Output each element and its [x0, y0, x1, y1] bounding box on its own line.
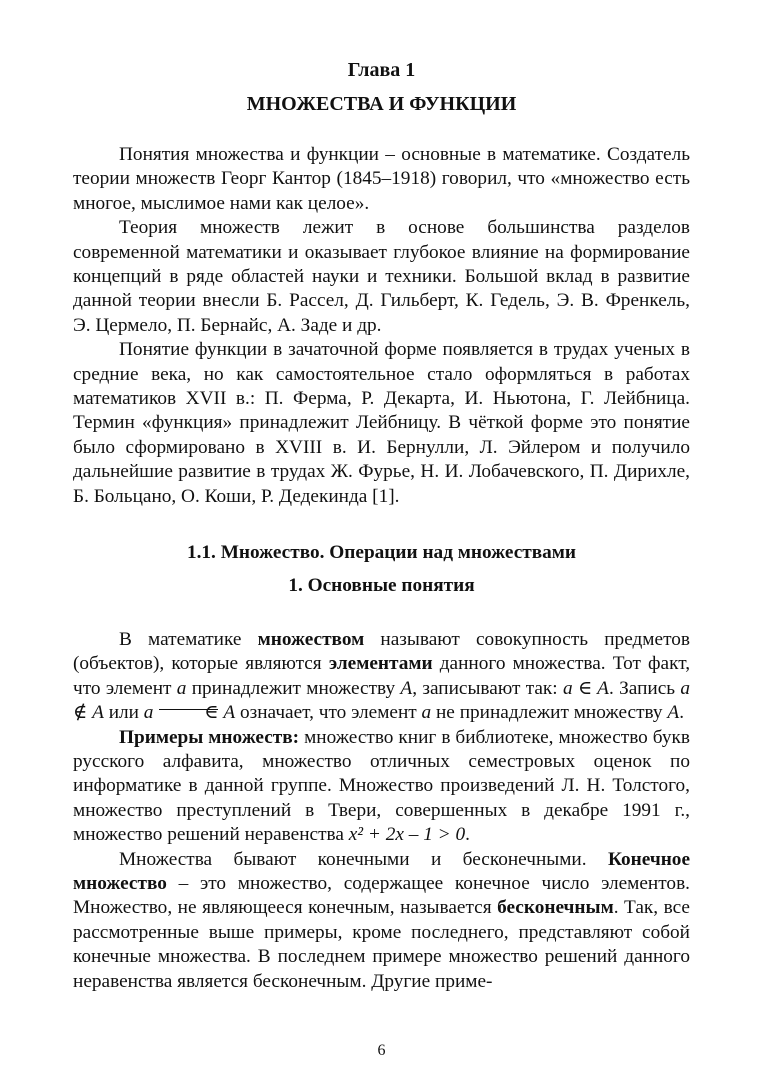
term-set: множеством [257, 628, 365, 650]
page-body [73, 55, 690, 994]
chapter-title: МНОЖЕСТВА И ФУНКЦИИ [246, 93, 517, 115]
term-infinite: бесконечным [497, 897, 614, 919]
intro-paragraph-3: Понятие функции в зачаточной форме появляется в трудах ученых в средние века, но как самостоятельное стало оформляться в работах математиков XVII в.: П. Ферма, Р. Декарта, И. Ньютона, Г. Лейбница. Термин «функция» принадлежит Лейбницу. В чёткой форме это понятие было сформировано в XVIII в. И. Бернулли, Л. Эйлером и получило дальнейшие развитие в трудах Ж. Фурье, Н. И. Лобачевского, П. Дирихле, Б. Больцано, О. Коши, Р. Дедекинда [1]. [73, 339, 690, 507]
paragraph-examples: Примеры множеств: множество книг в библиотеке, множество букв русского алфавита, множество отличных семестровых оценок по информатике в данной группе. Множество произведений Л. Н. Толстого, множество преступлений в Твери, совершенных в декабре 1991 г., множество решений неравенства x² + 2x – 1 > 0. [73, 726, 690, 846]
barred-in-symbol: ∈ [158, 701, 218, 725]
chapter-number: Глава 1 [347, 59, 416, 81]
intro-paragraph-1: Понятия множества и функции – основные в математике. Создатель теории множеств Георг Кантор (1845–1918) говорил, что «множество есть многое, мыслимое нами как целое». [73, 144, 690, 214]
subsection-title: 1. Основные понятия [288, 574, 475, 596]
term-elements: элементами [328, 653, 433, 675]
paragraph-finite-infinite: Множества бывают конечными и бесконечными. Конечное множество – это множество, содержащее конечное число элементов. Множество, не являющееся конечным, называется бесконечным. Так, все рассмотренные выше примеры, кроме последнего, представляют собой конечные множества. В последнем примере множество решений данного неравенства является бесконечным. Другие приме- [73, 848, 690, 992]
page-number: 6 [377, 1042, 386, 1059]
not-in-symbol: ∉ [73, 702, 88, 724]
paragraph-definition: В математике множеством называют совокупность предметов (объектов), которые являются элементами данного множества. Тот факт, что элемент a принадлежит множеству A, записывают так: a ∈ A. Запись a ∉ A или a ∈ A означает, что элемент a не принадлежит множеству A. [73, 628, 690, 726]
intro-paragraph-2: Теория множеств лежит в основе большинства разделов современной математики и оказывает глубокое влияние на формирование концепций в ряде областей науки и техники. Большой вклад в развитие данной теории внесли Б. Рассел, Д. Гильберт, К. Гедель, Э. В. Френкель, Э. Цермело, П. Бернайс, А. Заде и др. [73, 217, 690, 336]
term-examples: Примеры множеств: [119, 726, 300, 748]
formula-membership: a ∈ A [562, 677, 609, 699]
inequality-formula: x² + 2x – 1 > 0 [348, 824, 466, 846]
section-title: 1.1. Множество. Операции над множествами [186, 542, 577, 564]
term-finite-set: Конечное множество [73, 848, 690, 894]
